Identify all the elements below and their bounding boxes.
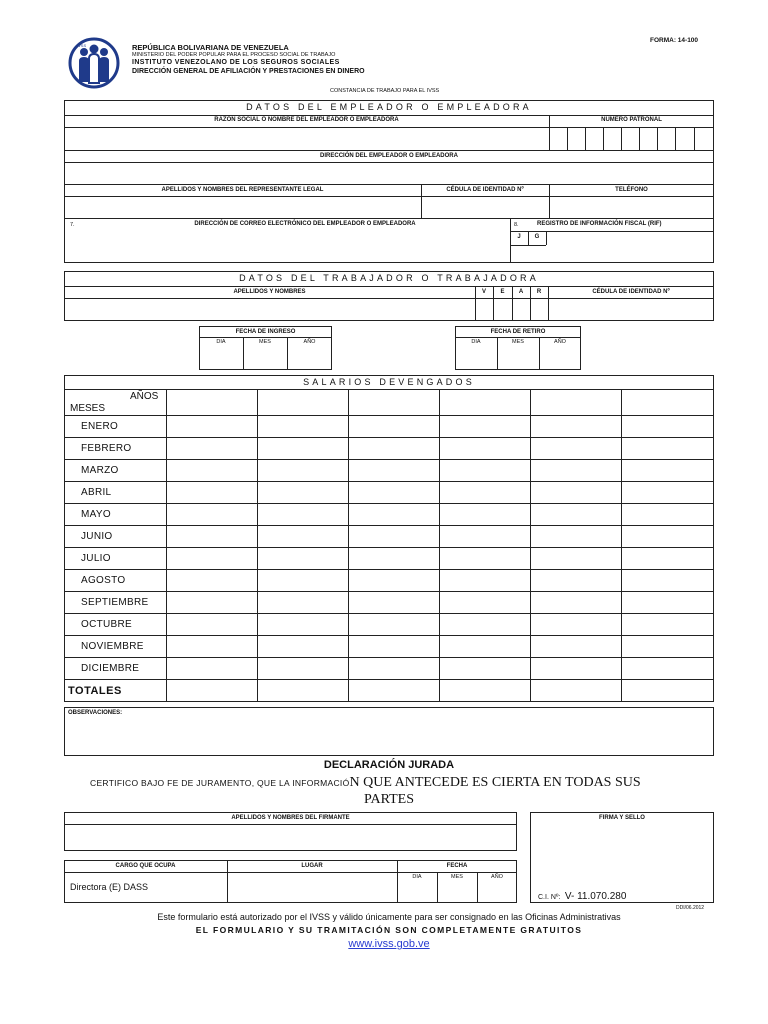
employer-section xyxy=(64,100,714,263)
razon-social-label: RAZÓN SOCIAL O NOMBRE DEL EMPLEADOR O EMPLEADORA xyxy=(214,117,399,123)
correo-label: DIRECCIÓN DE CORREO ELECTRÓNICO DEL EMPLEADOR O EMPLEADORA xyxy=(194,221,416,227)
ivss-logo xyxy=(68,37,120,89)
declaration-part3: PARTES xyxy=(364,792,414,807)
worker-cedula-label: CÉDULA DE IDENTIDAD Nº xyxy=(592,289,670,295)
declaration-part1: CERTIFICO BAJO FE DE JURAMENTO, QUE LA INFORMACIÓ xyxy=(90,778,350,788)
e-label: E xyxy=(500,289,505,295)
representante-label: APELLIDOS Y NOMBRES DEL REPRESENTANTE LEGAL xyxy=(161,187,324,193)
salaries-title: SALARIOS DEVENGADOS xyxy=(303,377,475,387)
ivss-logo-icon xyxy=(68,37,120,89)
month-label: NOVIEMBRE xyxy=(81,641,144,652)
item8-label: 8. xyxy=(514,222,519,228)
firmante-label: APELLIDOS Y NOMBRES DEL FIRMANTE xyxy=(231,815,350,821)
rif-label: REGISTRO DE INFORMACIÓN FISCAL (RIF) xyxy=(537,221,662,227)
month-label: JUNIO xyxy=(81,531,113,542)
rif-g: G xyxy=(534,234,540,240)
month-label: JULIO xyxy=(81,553,111,564)
ingreso-dia: DIA xyxy=(216,339,226,345)
retiro-mes: MES xyxy=(512,339,524,345)
cargo-value: Directora (E) DASS xyxy=(70,882,149,892)
signer-ano: AÑO xyxy=(491,874,503,880)
employer-title: DATOS DEL EMPLEADOR O EMPLEADORA xyxy=(246,102,532,112)
fecha-retiro-label: FECHA DE RETIRO xyxy=(490,329,546,335)
logo-text: IVSS xyxy=(77,43,87,48)
ci-signer xyxy=(538,886,626,904)
footer-code: DDI/06.2012 xyxy=(676,905,705,911)
worker-apellidos-label: APELLIDOS Y NOMBRES xyxy=(233,289,306,295)
observaciones-label: OBSERVACIONES: xyxy=(68,710,123,716)
month-label: FEBRERO xyxy=(81,443,132,454)
footer-line2: EL FORMULARIO Y SU TRAMITACIÓN SON COMPLETAMENTE GRATUITOS xyxy=(195,925,583,935)
month-label: MARZO xyxy=(81,465,119,476)
form-subtitle: CONSTANCIA DE TRABAJO PARA EL IVSS xyxy=(330,88,440,94)
v-label: V xyxy=(481,289,486,295)
month-label: DICIEMBRE xyxy=(81,663,140,674)
lugar-label: LUGAR xyxy=(301,863,323,869)
month-label: OCTUBRE xyxy=(81,619,132,630)
cargo-label: CARGO QUE OCUPA xyxy=(115,863,176,869)
month-label: SEPTIEMBRE xyxy=(81,597,149,608)
meses-label: MESES xyxy=(70,403,106,414)
fecha-ingreso-label: FECHA DE INGRESO xyxy=(235,329,296,335)
org-line2: MINISTERIO DEL PODER POPULAR PARA EL PROCESO SOCIAL DE TRABAJO xyxy=(132,52,336,58)
month-label: MAYO xyxy=(81,509,111,520)
totales-label: TOTALES xyxy=(68,685,122,697)
signer-mes: MES xyxy=(451,874,463,880)
telefono-label: TELÉFONO xyxy=(615,187,648,193)
org-line1: REPÚBLICA BOLIVARIANA DE VENEZUELA xyxy=(132,43,289,52)
worker-title: DATOS DEL TRABAJADOR O TRABAJADORA xyxy=(239,273,539,283)
signer-dia: DIA xyxy=(412,874,422,880)
declaration-part2: N QUE ANTECEDE ES CIERTA EN TODAS SUS xyxy=(349,775,641,790)
direccion-label: DIRECCIÓN DEL EMPLEADOR O EMPLEADORA xyxy=(320,153,458,159)
footer-line1: Este formulario está autorizado por el IVSS y válido únicamente para ser consignado en las Oficinas Administrativas xyxy=(157,912,621,922)
ci-value: V- 11.070.280 xyxy=(564,891,627,902)
ingreso-ano: AÑO xyxy=(303,339,316,345)
form-code: FORMA: 14-100 xyxy=(650,37,699,44)
ci-label: C.I. Nº: xyxy=(538,894,561,901)
org-line3: INSTITUTO VENEZOLANO DE LOS SEGUROS SOCIALES xyxy=(132,59,340,66)
numero-patronal-label: NÚMERO PATRONAL xyxy=(601,117,662,123)
org-line4: DIRECCIÓN GENERAL DE AFILIACIÓN Y PRESTACIONES EN DINERO xyxy=(132,68,365,75)
month-label: ENERO xyxy=(81,421,119,432)
declaration-title: DECLARACIÓN JURADA xyxy=(323,759,455,771)
observaciones-box xyxy=(64,707,714,756)
retiro-dia: DIA xyxy=(471,339,481,345)
declaration-text-line1 xyxy=(90,773,710,791)
fecha-signer-label: FECHA xyxy=(446,863,468,869)
retiro-ano: AÑO xyxy=(554,339,566,345)
footer-link[interactable]: www.ivss.gob.ve xyxy=(348,938,430,950)
anos-label: AÑOS xyxy=(130,391,159,402)
firma-sello-label: FIRMA Y SELLO xyxy=(599,815,645,821)
month-label: AGOSTO xyxy=(81,575,126,586)
cedula-employer-label: CÉDULA DE IDENTIDAD Nº xyxy=(446,187,524,193)
item7-label: 7. xyxy=(70,222,75,228)
month-label: ABRIL xyxy=(81,487,112,498)
rif-j: J xyxy=(517,234,521,240)
salaries-table xyxy=(64,375,714,702)
r-label: R xyxy=(536,289,542,295)
a-label: A xyxy=(518,289,524,295)
ingreso-mes: MES xyxy=(259,339,271,345)
